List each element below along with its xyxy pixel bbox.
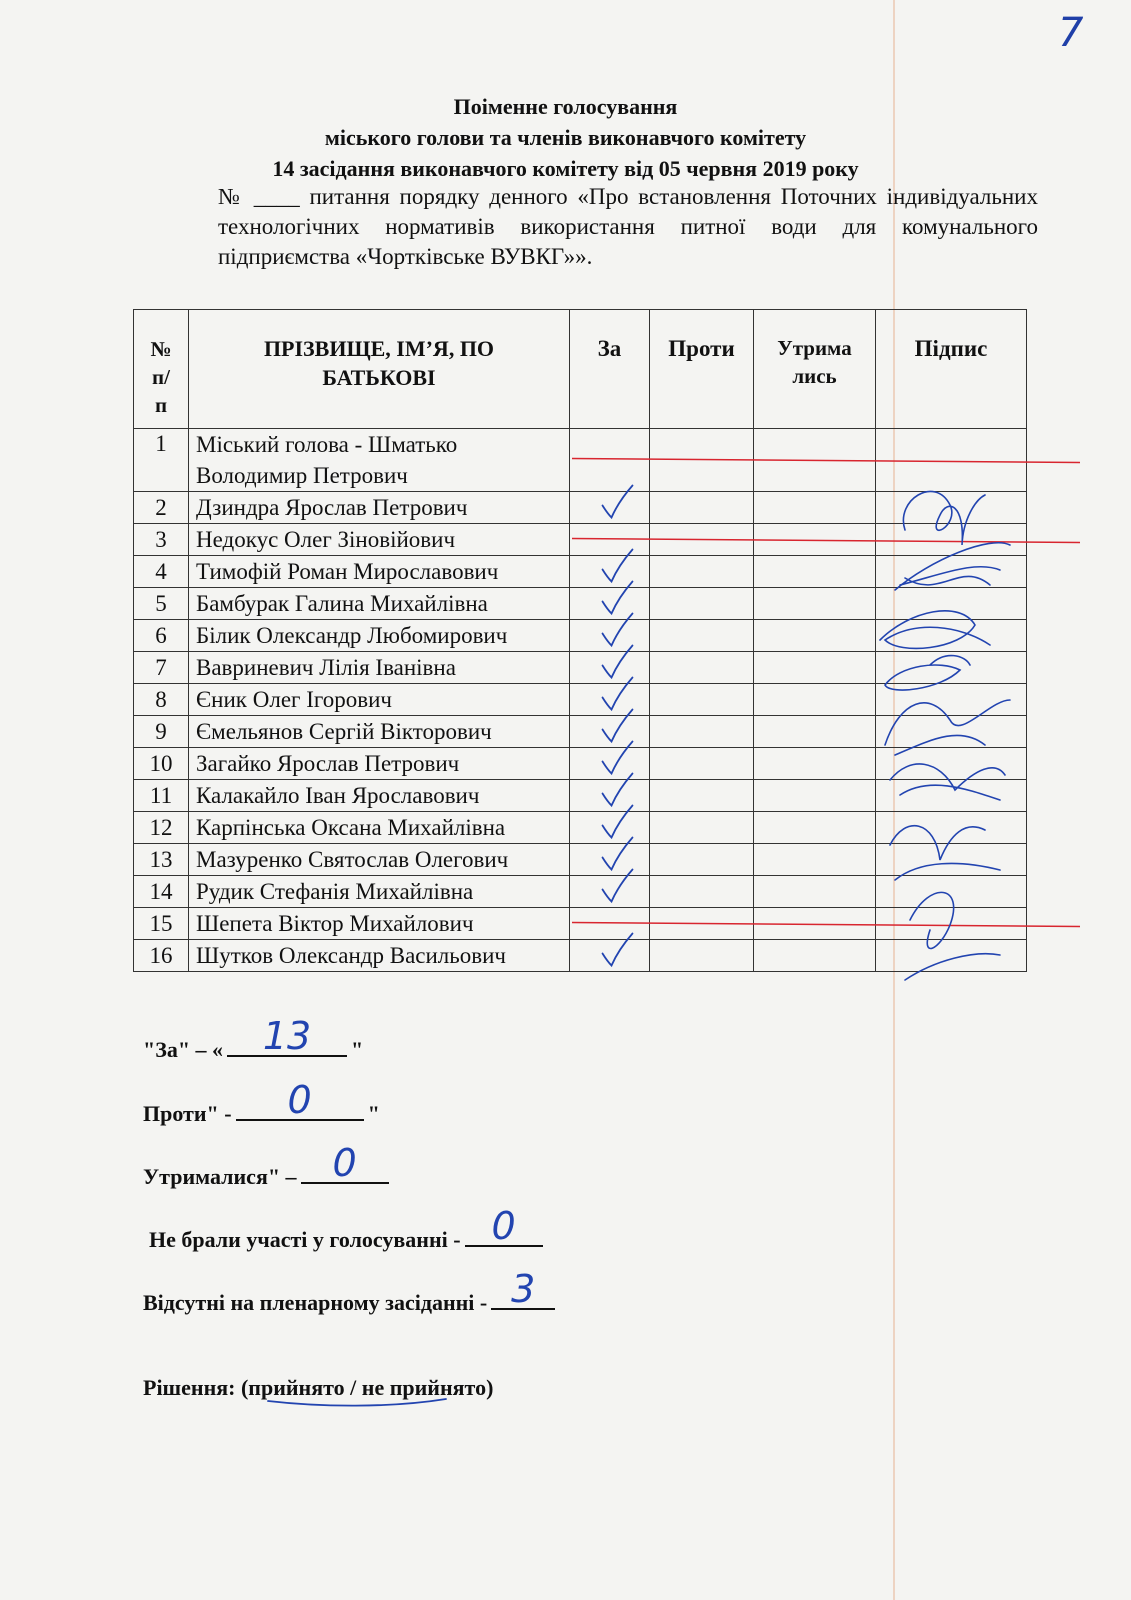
checkmark-icon: [603, 774, 633, 806]
row-number: 16: [134, 940, 189, 972]
strike-line: [572, 923, 1080, 927]
header-name: ПРІЗВИЩЕ, ІМ’Я, ПО БАТЬКОВІ: [189, 310, 570, 429]
summary-not-voted: Не брали участі у голосуванні - 0: [149, 1219, 547, 1253]
member-name: Тимофій Роман Мирославович: [189, 556, 570, 588]
member-name: Шутков Олександр Васильович: [189, 940, 570, 972]
member-name: Недокус Олег Зіновійович: [189, 524, 570, 556]
strike-line: [572, 459, 1080, 463]
row-number: 8: [134, 684, 189, 716]
member-name: Вавриневич Лілія Іванівна: [189, 652, 570, 684]
member-name: Єник Олег Ігорович: [189, 684, 570, 716]
header-signature: Підпис: [876, 310, 1027, 429]
title-line-3: 14 засідання виконавчого комітету від 05 червня 2019 року: [272, 156, 859, 181]
signature-scribble: [890, 764, 1005, 800]
signature-scribble: [885, 656, 970, 690]
checkmark-icon: [603, 582, 633, 614]
absent-count: 3: [511, 1267, 536, 1311]
checkmark-icon: [603, 870, 633, 902]
row-number: 15: [134, 908, 189, 940]
row-number: 11: [134, 780, 189, 812]
abstained-count: 0: [332, 1141, 357, 1185]
row-number: 6: [134, 620, 189, 652]
checkmark-icon: [603, 614, 633, 646]
against-count: 0: [287, 1078, 312, 1122]
row-number: 5: [134, 588, 189, 620]
member-name: Шепета Віктор Михайлович: [189, 908, 570, 940]
page-number: 7: [1058, 10, 1084, 56]
row-number: 12: [134, 812, 189, 844]
summary-absent: Відсутні на пленарному засіданні - 3: [143, 1282, 559, 1316]
member-name: Рудик Стефанія Михайлівна: [189, 876, 570, 908]
checkmark-icon: [603, 838, 633, 870]
row-number: 1: [134, 429, 189, 492]
signature-scribble: [885, 700, 1010, 755]
row-number: 4: [134, 556, 189, 588]
checkmark-icon: [603, 742, 633, 774]
title-line-2: міського голови та членів виконавчого комітету: [324, 125, 807, 150]
title-line-1: Поіменне голосування: [453, 94, 678, 119]
signature-scribble: [905, 892, 1000, 980]
member-name: Мазуренко Святослав Олегович: [189, 844, 570, 876]
summary-against: Проти" - 0 ": [143, 1078, 380, 1126]
row-number: 7: [134, 652, 189, 684]
checkmark-icon: [603, 646, 633, 678]
member-name: Калакайло Іван Ярославович: [189, 780, 570, 812]
member-name: Дзиндра Ярослав Петрович: [189, 492, 570, 524]
checkmark-icon: [603, 806, 633, 838]
header-abstain: Утрима лись: [754, 310, 876, 429]
summary-abstained: Утрималися" – 0: [143, 1156, 393, 1190]
row-number: 10: [134, 748, 189, 780]
signature-scribble: [895, 543, 1010, 590]
row-number: 13: [134, 844, 189, 876]
row-number: 2: [134, 492, 189, 524]
agenda-question: № ____ питання порядку денного «Про встановлення Поточних індивідуальних технологічних нормативів використання питної води для комунального підприємства «Чортківське ВУВКГ»».: [218, 184, 1038, 269]
strike-line: [572, 539, 1080, 543]
signature-scribble: [880, 611, 990, 649]
row-number: 9: [134, 716, 189, 748]
summary-for: "За" – « 13 ": [143, 1014, 364, 1062]
member-name: Карпінська Оксана Михайлівна: [189, 812, 570, 844]
checkmark-icon: [603, 710, 633, 742]
member-name: Загайко Ярослав Петрович: [189, 748, 570, 780]
checkmark-icon: [603, 550, 633, 582]
decision: Рішення: (прийнято / не прийнято): [143, 1375, 494, 1400]
signature-scribble: [890, 826, 1000, 880]
member-name: Ємельянов Сергій Вікторович: [189, 716, 570, 748]
checkmark-icon: [603, 934, 633, 966]
member-name: Бамбурак Галина Михайлівна: [189, 588, 570, 620]
header-against: Проти: [650, 310, 754, 429]
member-name: Білик Олександр Любомирович: [189, 620, 570, 652]
checkmark-icon: [603, 678, 633, 710]
row-number: 3: [134, 524, 189, 556]
row-number: 14: [134, 876, 189, 908]
not-voted-count: 0: [491, 1204, 516, 1248]
checkmark-icon: [603, 486, 633, 518]
member-name: Міський голова - Шматько Володимир Петрович: [189, 429, 570, 492]
header-for: За: [570, 310, 650, 429]
signature-scribble: [903, 491, 985, 545]
header-number: № п/ п: [134, 310, 189, 429]
for-count: 13: [262, 1014, 312, 1058]
